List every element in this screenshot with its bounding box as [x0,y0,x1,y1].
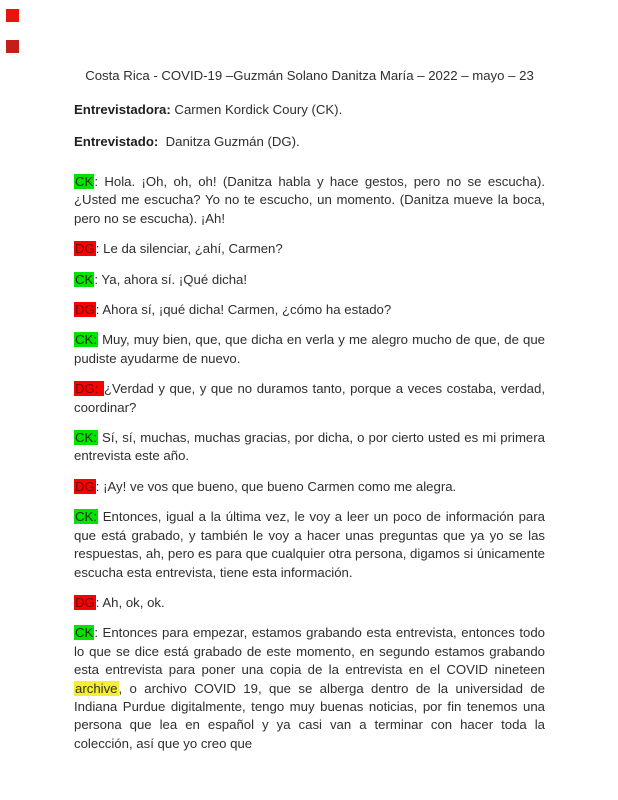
speaker-label-dg: DG: [75,381,103,397]
transcript-paragraph [74,594,545,612]
transcript-paragraph [74,624,545,753]
interviewee-label: Entrevistado: [74,134,159,149]
highlighted-term: archive [75,680,118,696]
speaker-label-ck: CK [75,271,94,287]
speaker-label-dg: DG [75,241,95,257]
speaker-label-dg: DG [75,594,95,610]
speaker-label-dg: DG [75,302,95,318]
red-square-mark [6,40,19,53]
interviewee-name: Danitza Guzmán (DG). [165,134,300,149]
dialogue-text: : Ya, ahora sí. ¡Qué dicha! [94,271,248,287]
dialogue-text: : Le da silenciar, ¿ahí, Carmen? [95,241,283,257]
transcript-paragraph [74,301,545,319]
transcript-paragraph [74,380,545,417]
dialogue-text: : Hola. ¡Oh, oh, oh! (Danitza habla y hace gestos, pero no se escucha). ¿Usted me escucha? Yo no te escucho, un momento. (Danitza mueve la boca, pero no se escucha). ¡Ah! [74,174,545,226]
interviewee-line [74,132,545,151]
red-square-mark [6,9,19,22]
speaker-label-ck: CK: [75,430,97,446]
transcript-paragraph [74,331,545,368]
transcript-paragraph [74,240,545,258]
transcript-paragraph [74,429,545,466]
transcript-paragraph [74,508,545,582]
dialogue-text: : ¡Ay! ve vos que bueno, que bueno Carmen como me alegra. [95,478,457,494]
dialogue-text: : Ah, ok, ok. [95,594,165,610]
interviewer-name: Carmen Kordick Coury (CK). [174,102,343,117]
dialogue-text: ¿Verdad y que, y que no duramos tanto, porque a veces costaba, verdad, coordinar? [74,381,545,415]
transcript-paragraph [74,478,545,496]
speaker-label-dg: DG [75,478,95,494]
interviewer-line [74,100,545,119]
dialogue-text: Sí, sí, muchas, muchas gracias, por dicha, o por cierto usted es mi primera entrevista este año. [74,430,545,464]
speaker-label-ck: CK: [75,332,97,348]
transcript-paragraph [74,173,545,228]
speaker-label-ck: CK [75,174,94,189]
transcript-paragraph [74,271,545,289]
interviewer-label: Entrevistadora: [74,102,171,117]
dialogue-text: : Ahora sí, ¡qué dicha! Carmen, ¿cómo ha estado? [95,302,392,318]
speaker-label-ck: CK: [75,509,97,525]
dialogue-text: , o archivo COVID 19, que se alberga dentro de la universidad de Indiana Purdue digitalmente, tengo muy buenas noticias, por fin tenemos una persona que lea en español y ya casi van a terminar con hacer toda la colección, así que yo creo que [74,680,545,751]
speaker-label-ck: CK [75,625,94,641]
dialogue-text: : Entonces para empezar, estamos grabando esta entrevista, entonces todo lo que se dice está grabado de este momento, en segundo estamos grabando esta entrevista para poner una copia de la entrevista en el COVID nineteen [74,625,545,678]
dialogue-text: Muy, muy bien, que, que dicha en verla y me alegro mucho de que, de que pudiste ayudarme de nuevo. [74,332,545,366]
transcript [74,173,545,753]
document-content [74,66,545,765]
document-title: Costa Rica - COVID-19 –Guzmán Solano Danitza María – 2022 – mayo – 23 [85,68,534,83]
dialogue-text: Entonces, igual a la última vez, le voy a leer un poco de información para que está grabado, y también le voy a hacer unas preguntas que ya yo se las respuestas, ah, pero es para que cualquier otra persona, digamos si únicamente escucha esta entrevista, tiene esta información. [74,509,545,580]
